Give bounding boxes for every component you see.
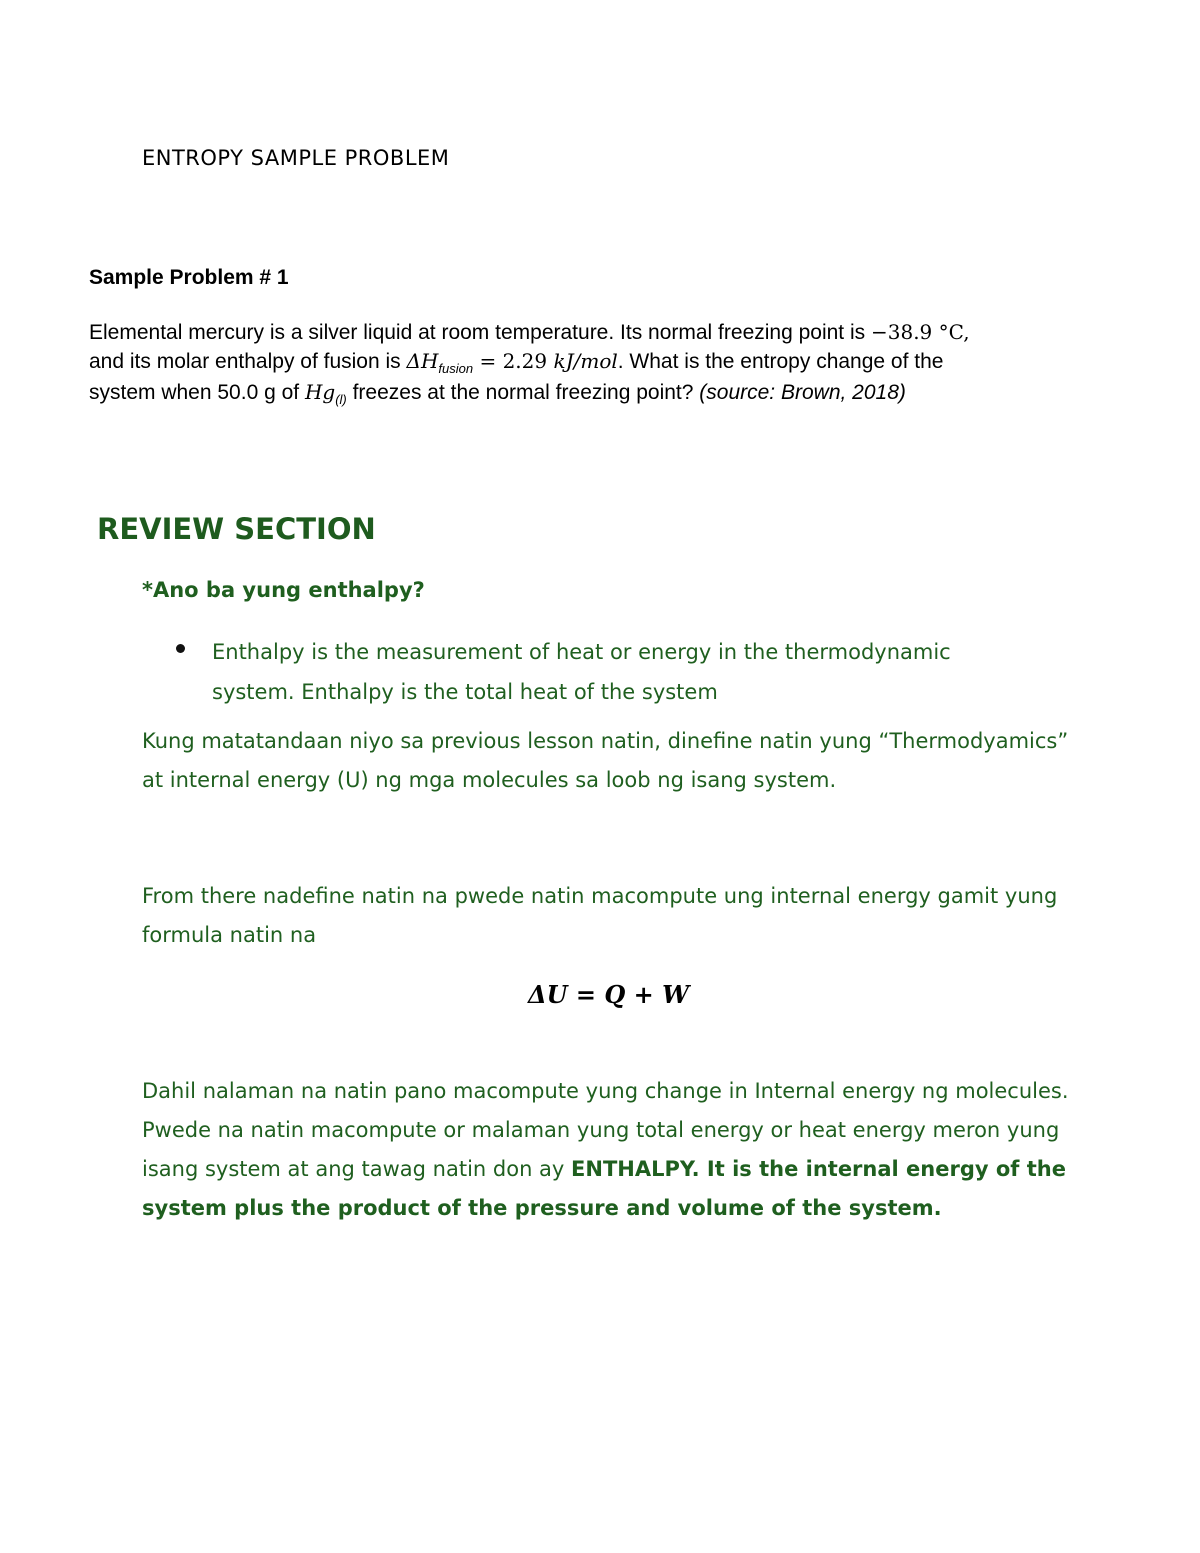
paragraph-thermodynamics: Kung matatandaan niyo sa previous lesson natin, dinefine natin yung “Thermodyamics” at internal energy (U) ng mga molecules sa loob ng isang system. <box>142 729 1069 792</box>
line1-text: Elemental mercury is a silver liquid at room temperature. Its normal freezing point is <box>89 321 871 344</box>
paragraph-enthalpy-definition <box>142 1072 1072 1228</box>
review-section-title: REVIEW SECTION <box>97 512 376 546</box>
bullet-dot-icon <box>176 644 185 653</box>
enthalpy-term: ENTHALPY <box>571 1157 692 1181</box>
sample-problem-text <box>89 318 1069 409</box>
sample-problem-heading: Sample Problem # 1 <box>89 266 289 289</box>
delta-h-symbol: ΔH <box>406 349 439 373</box>
document-title: ENTROPY SAMPLE PROBLEM <box>142 146 450 170</box>
line2-text-a: and its molar enthalpy of fusion is <box>89 350 407 373</box>
line3-text-b: freezes at the normal freezing point? <box>346 381 700 404</box>
paragraph-enthalpy-regular: Dahil nalaman na natin pano macompute yung change in Internal energy ng molecules. Pwede na natin macompute or malaman yung total energy or heat energy meron yung isang system at ang tawag natin don ay <box>142 1079 1069 1181</box>
delta-h-subscript: fusion <box>438 361 474 376</box>
sample-problem-line-3 <box>89 378 1069 409</box>
line3-text-a: system when 50.0 g of <box>89 381 305 404</box>
sample-problem-line-2 <box>89 347 1069 378</box>
internal-energy-formula: ΔU = Q + W <box>528 980 690 1009</box>
enthalpy-definition-bold: . It is the internal energy of the system plus the product of the pressure and volume of the system. <box>142 1157 1066 1220</box>
source-citation: (source: Brown, 2018) <box>699 381 906 404</box>
line2-text-b: . What is the entropy change of the <box>617 350 944 373</box>
mercury-symbol: Hg <box>304 380 336 404</box>
enthalpy-equals: = 2.29 <box>473 349 554 373</box>
paragraph-internal-energy: From there nadefine natin na pwede natin macompute ung internal energy gamit yung formula natin na <box>142 884 1058 947</box>
enthalpy-bullet-text: Enthalpy is the measurement of heat or energy in the thermodynamic system. Enthalpy is the total heat of the system <box>212 640 951 704</box>
sample-problem-line-1 <box>89 318 1069 347</box>
enthalpy-unit: kJ/mol <box>553 349 618 373</box>
review-question: *Ano ba yung enthalpy? <box>142 578 425 602</box>
freezing-point-value: −38.9 °C, <box>870 320 970 344</box>
mercury-subscript: (l) <box>335 392 347 407</box>
